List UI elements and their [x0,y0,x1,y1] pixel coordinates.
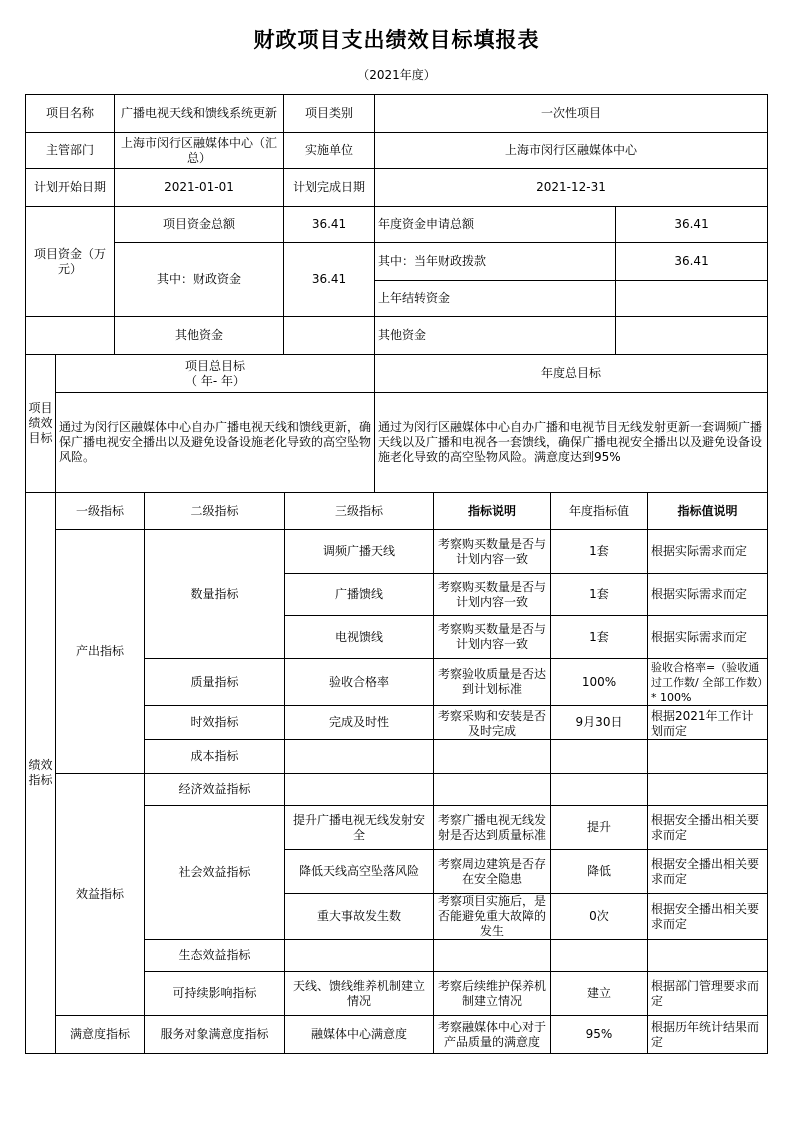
row-l3: 融媒体中心满意度 [285,1016,434,1054]
current-year-label: 其中：当年财政拨款 [375,243,616,281]
eco-label: 生态效益指标 [145,940,285,972]
row-value-desc: 根据安全播出相关要求而定 [648,894,768,940]
row-l3: 调频广播天线 [285,530,434,574]
satisfaction-label: 满意度指标 [56,1016,145,1054]
funds-label: 项目资金（万元） [26,207,115,317]
page-subtitle: （2021年度） [357,68,436,82]
other-funds [284,317,375,355]
project-name: 广播电视天线和馈线系统更新 [115,95,284,133]
row-value-desc: 根据实际需求而定 [648,574,768,616]
row-value-desc: 根据部门管理要求而定 [648,972,768,1016]
impl-label: 实施单位 [284,133,375,169]
quality-label: 质量指标 [145,659,285,706]
project-type-label: 项目类别 [284,95,375,133]
other-funds2 [616,317,768,355]
service-label: 服务对象满意度指标 [145,1016,285,1054]
empty-cell [551,774,648,806]
row-value-desc: 根据2021年工作计划而定 [648,706,768,740]
row-value: 9月30日 [551,706,648,740]
empty-cell [551,940,648,972]
row-l3: 重大事故发生数 [285,894,434,940]
carryover [616,281,768,317]
row-value: 1套 [551,530,648,574]
row-value: 0次 [551,894,648,940]
row-desc: 考察后续维护保养机制建立情况 [434,972,551,1016]
row-desc: 考察广播电视无线发射是否达到质量标准 [434,806,551,850]
empty-cell [285,774,434,806]
header-value: 年度指标值 [551,493,648,530]
header-value-desc: 指标值说明 [648,493,768,530]
row-value: 提升 [551,806,648,850]
row-l3: 完成及时性 [285,706,434,740]
row-value-desc: 根据实际需求而定 [648,530,768,574]
indicators-table [25,492,768,1054]
quantity-label: 数量指标 [145,530,285,659]
indicators-side-label: 绩效指标 [26,493,56,1054]
project-type: 一次性项目 [375,95,768,133]
overall-goal-period: （ 年- 年） [185,373,245,388]
empty-cell [434,940,551,972]
row-desc: 考察购买数量是否与计划内容一致 [434,616,551,659]
end-date: 2021-12-31 [375,169,768,207]
fiscal: 36.41 [284,243,375,317]
header-level1: 一级指标 [56,493,145,530]
annual-goal-text: 通过为闵行区融媒体中心自办广播和电视节目无线发射更新一套调频广播天线以及广播和电视各一套馈线，确保广播电视安全播出以及避免设备设施老化导致的高空坠物风险。满意度达到95% [375,393,768,493]
row-desc: 考察验收质量是否达到计划标准 [434,659,551,706]
row-l3: 广播馈线 [285,574,434,616]
row-value: 1套 [551,616,648,659]
row-desc: 考察购买数量是否与计划内容一致 [434,530,551,574]
end-date-label: 计划完成日期 [284,169,375,207]
empty-cell [648,940,768,972]
row-value: 降低 [551,850,648,894]
row-value-desc: 根据安全播出相关要求而定 [648,850,768,894]
cost-label: 成本指标 [145,740,285,774]
time-label: 时效指标 [145,706,285,740]
funds-blank [26,317,115,355]
overall-goal-label: 项目总目标 [185,358,246,373]
other-funds2-label: 其他资金 [375,317,616,355]
row-value: 95% [551,1016,648,1054]
current-year: 36.41 [616,243,768,281]
funds-total: 36.41 [284,207,375,243]
header-level3: 三级指标 [285,493,434,530]
row-desc: 考察融媒体中心对于产品质量的满意度 [434,1016,551,1054]
row-value-desc: 根据实际需求而定 [648,616,768,659]
project-info-table [25,94,768,493]
row-value: 建立 [551,972,648,1016]
row-value-desc: 根据历年统计结果而定 [648,1016,768,1054]
page-title: 财政项目支出绩效目标填报表 [253,28,540,52]
start-date: 2021-01-01 [115,169,284,207]
funds-total-label: 项目资金总额 [115,207,284,243]
empty-cell [648,774,768,806]
carryover-label: 上年结转资金 [375,281,616,317]
row-value-desc: 验收合格率=（验收通过工作数/ 全部工作数）* 100% [648,659,768,706]
annual-goal-label: 年度总目标 [375,355,768,393]
empty-cell [285,740,434,774]
dept: 上海市闵行区融媒体中心（汇总） [115,133,284,169]
header-desc: 指标说明 [434,493,551,530]
empty-cell [551,740,648,774]
start-date-label: 计划开始日期 [26,169,115,207]
economic-label: 经济效益指标 [145,774,285,806]
social-label: 社会效益指标 [145,806,285,940]
overall-goal-header [56,355,375,393]
sustain-label: 可持续影响指标 [145,972,285,1016]
row-value: 100% [551,659,648,706]
row-desc: 考察采购和安装是否及时完成 [434,706,551,740]
header-level2: 二级指标 [145,493,285,530]
project-name-label: 项目名称 [26,95,115,133]
annual-total: 36.41 [616,207,768,243]
row-l3: 降低天线高空坠落风险 [285,850,434,894]
empty-cell [648,740,768,774]
fiscal-label: 其中：财政资金 [115,243,284,317]
empty-cell [434,774,551,806]
row-desc: 考察购买数量是否与计划内容一致 [434,574,551,616]
overall-goal-text: 通过为闵行区融媒体中心自办广播电视天线和馈线更新，确保广播电视安全播出以及避免设备设施老化导致的高空坠物风险。 [56,393,375,493]
row-value-desc: 根据安全播出相关要求而定 [648,806,768,850]
row-l3: 天线、馈线维养机制建立情况 [285,972,434,1016]
row-l3: 验收合格率 [285,659,434,706]
dept-label: 主管部门 [26,133,115,169]
output-label: 产出指标 [56,530,145,774]
empty-cell [434,740,551,774]
row-value: 1套 [551,574,648,616]
row-desc: 考察项目实施后，是否能避免重大故障的发生 [434,894,551,940]
row-desc: 考察周边建筑是否存在安全隐患 [434,850,551,894]
goals-label: 项目绩效目标 [26,355,56,493]
impl: 上海市闵行区融媒体中心 [375,133,768,169]
row-l3: 提升广播电视无线发射安全 [285,806,434,850]
annual-total-label: 年度资金申请总额 [375,207,616,243]
empty-cell [285,940,434,972]
row-l3: 电视馈线 [285,616,434,659]
benefit-label: 效益指标 [56,774,145,1016]
other-funds-label: 其他资金 [115,317,284,355]
